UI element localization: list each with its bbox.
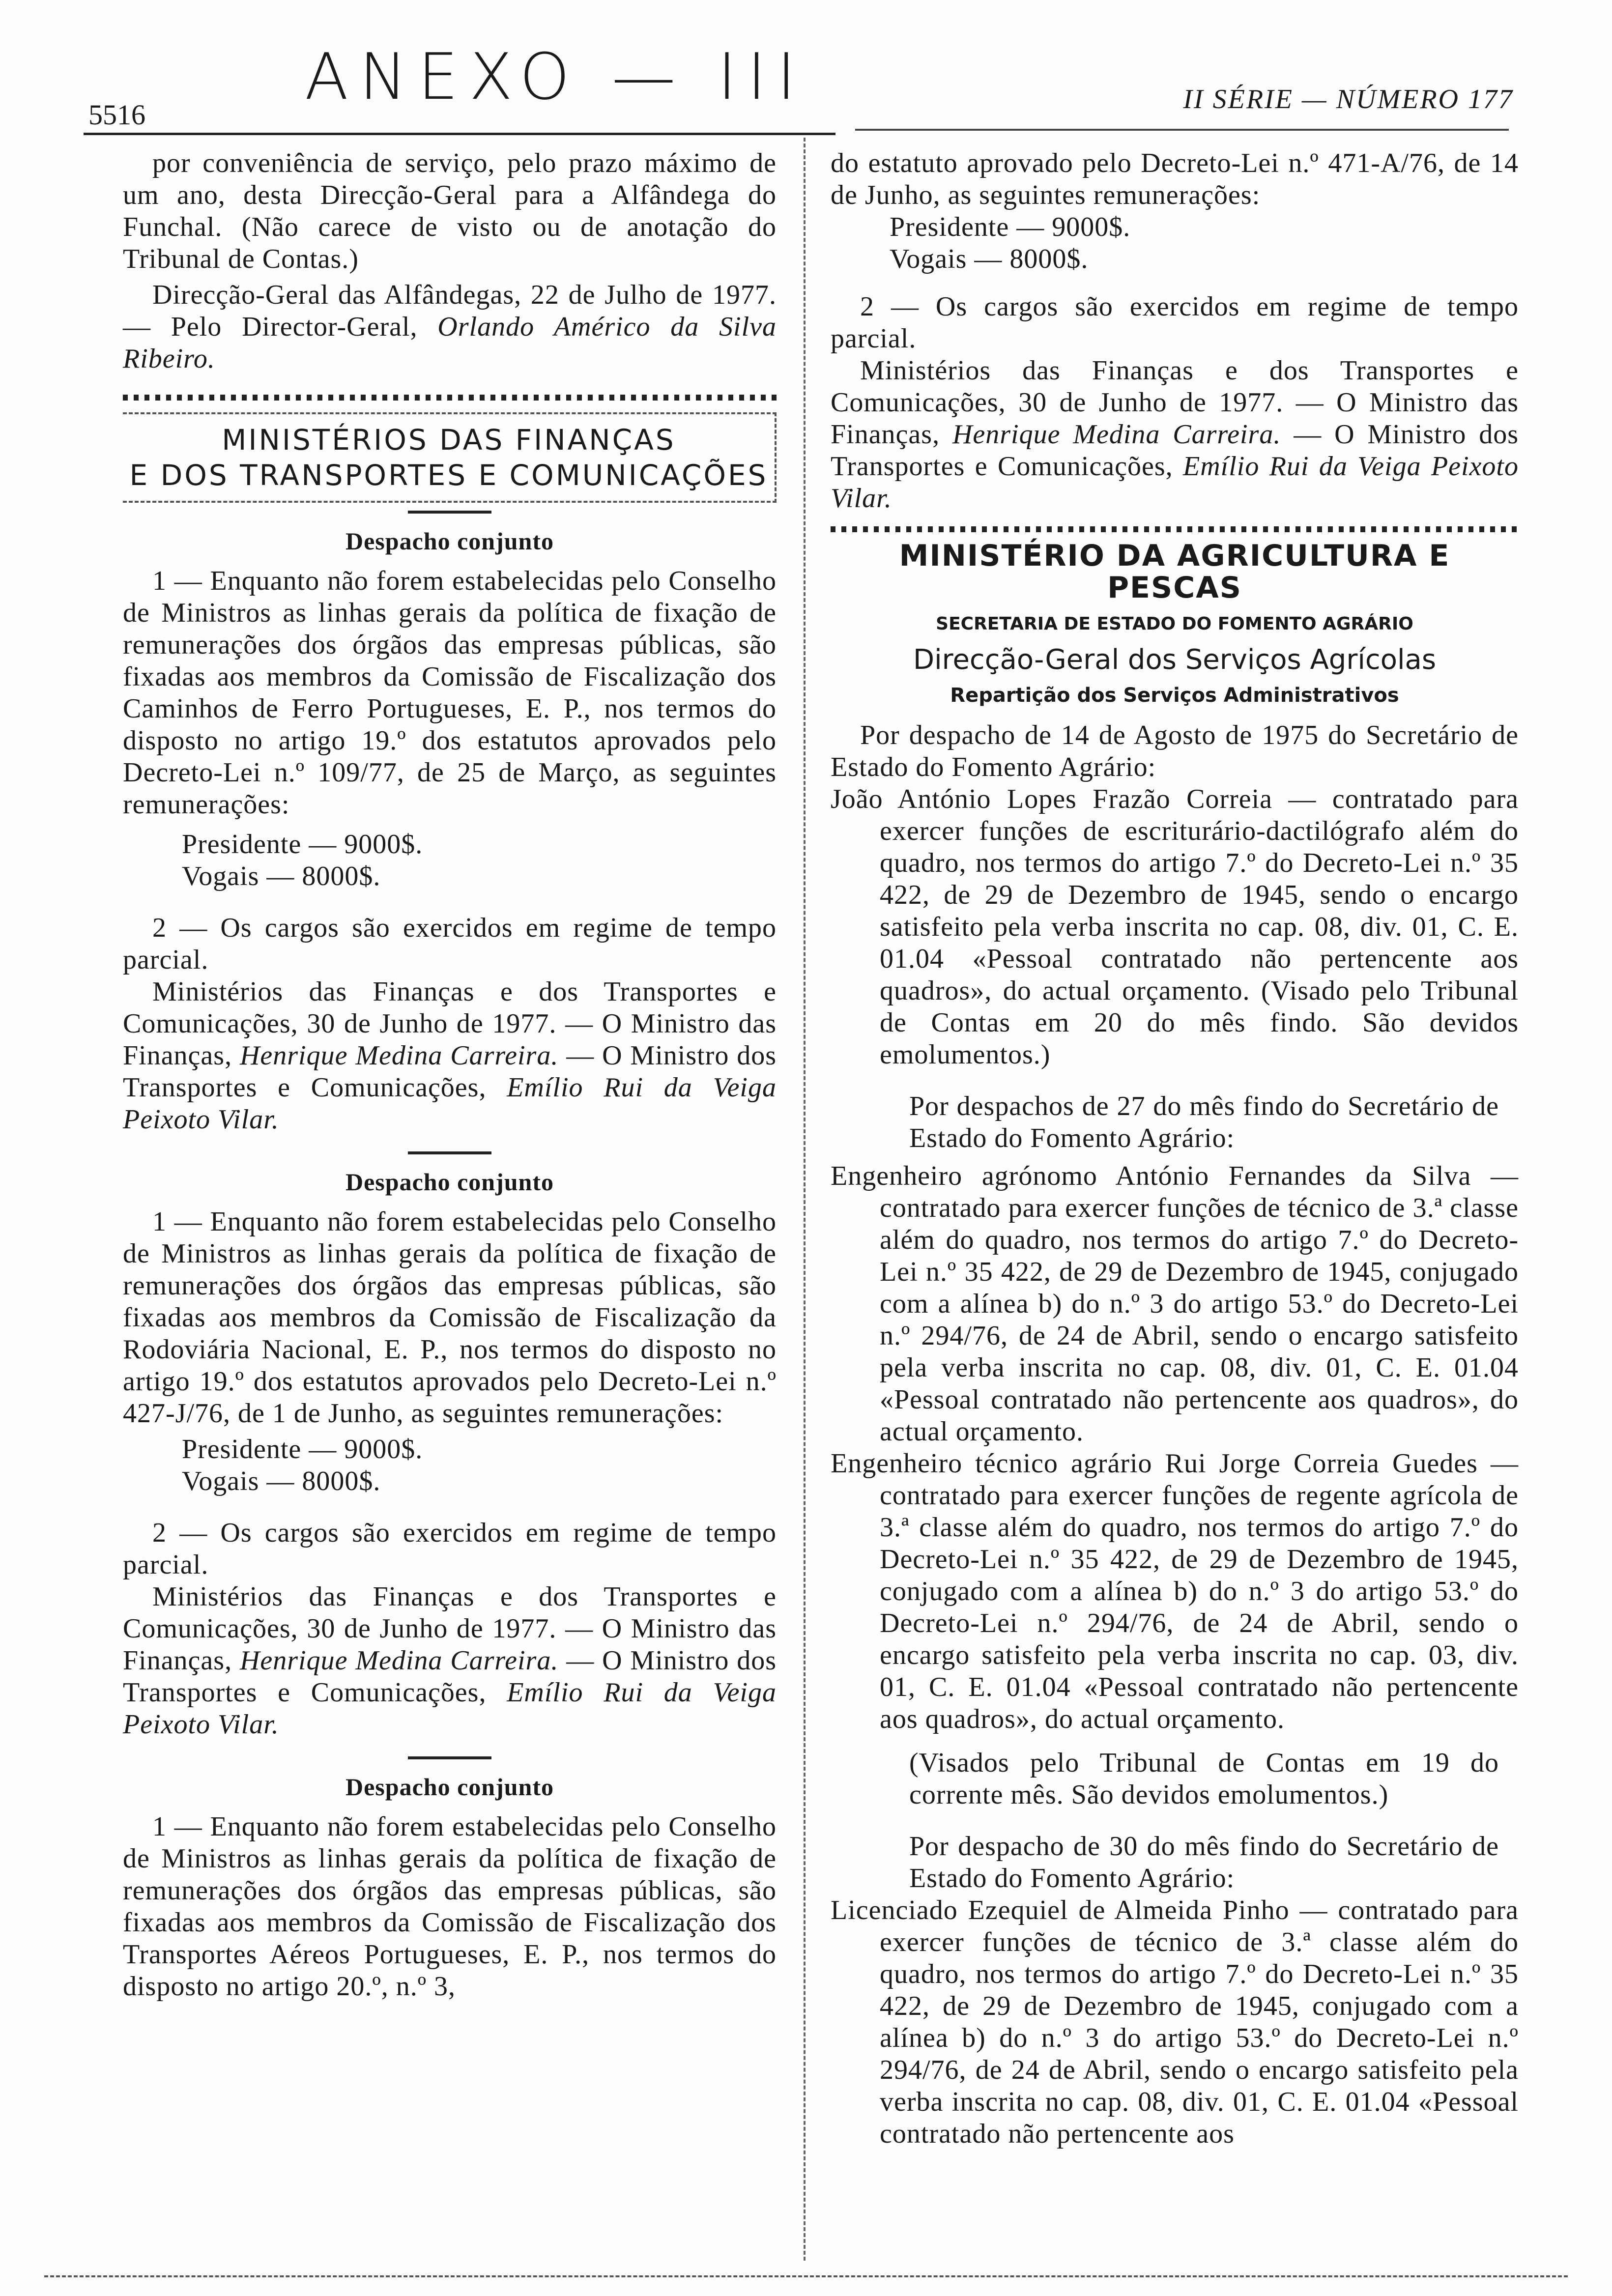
section-rule <box>408 1151 491 1154</box>
ministry-heading <box>123 412 777 503</box>
bottom-border <box>44 2275 1568 2277</box>
text: — O Ministro dos Transportes e Comunicações, <box>831 419 1519 482</box>
section-rule <box>408 1756 491 1759</box>
salary-vogais: Vogais — 8000$. <box>890 244 1089 274</box>
signature-paragraph <box>123 279 777 375</box>
paragraph: 1 — Enquanto não forem estabelecidas pelo Conselho de Ministros as linhas gerais da política de fixação de remunerações dos órgãos das empresas públicas, são fixadas aos membros da Comissão de Fiscalização dos Transportes Aéreos Portugueses, E. P., nos termos do disposto no artigo 20.º, n.º 3, <box>123 1811 777 2002</box>
despacho-1 <box>123 525 777 1136</box>
signature-paragraph <box>123 976 777 1136</box>
text: Direcção-Geral das Alfândegas, 22 de Julho de 1977. — Pelo Director-Geral, <box>123 280 777 342</box>
despacho-intro: Por despachos de 27 do mês findo do Secretário de Estado do Fomento Agrário: <box>909 1091 1499 1153</box>
signature-paragraph <box>831 355 1519 515</box>
despacho-2 <box>123 1166 777 1741</box>
signatory: Emílio Rui da Veiga Peixoto Vilar. <box>123 1072 777 1135</box>
header-rule-right <box>855 129 1509 131</box>
salary-vogais: Vogais — 8000$. <box>182 861 381 891</box>
paragraph: 1 — Enquanto não forem estabelecidas pelo Conselho de Ministros as linhas gerais da política de fixação de remunerações dos órgãos das empresas públicas, são fixadas aos membros da Comissão de Fiscalização dos Caminhos de Ferro Portugueses, E. P., nos termos do disposto no artigo 19.º dos estatutos aprovados pelo Decreto-Lei n.º 109/77, de 25 de Março, as seguintes remunerações: <box>123 566 777 820</box>
paragraph: 2 — Os cargos são exercidos em regime de tempo parcial. <box>123 1518 777 1580</box>
left-column <box>123 147 777 2003</box>
despacho-title: Despacho conjunto <box>345 1168 554 1196</box>
page-number: 5516 <box>88 99 145 131</box>
despacho-title: Despacho conjunto <box>345 527 554 555</box>
salary-presidente: Presidente — 9000$. <box>182 829 423 860</box>
despacho-title: Despacho conjunto <box>345 1773 554 1801</box>
despacho-intro: Por despacho de 14 de Agosto de 1975 do Secretário de Estado do Fomento Agrário: <box>831 720 1519 782</box>
right-column <box>831 147 1519 2150</box>
ministry-line-2: E DOS TRANSPORTES E COMUNICAÇÕES <box>129 459 768 492</box>
salary-vogais: Vogais — 8000$. <box>182 1466 381 1496</box>
appointment-item: Engenheiro técnico agrário Rui Jorge Correia Guedes — contratado para exercer funções de regente agrícola de 3.ª classe além do quadro, nos termos do artigo 7.º do Decreto-Lei n.º 35 422, de 29 de Dezembro de 1945, conjugado com a alínea b) do n.º 3 do artigo 53.º do Decreto-Lei n.º 294/76, de 24 de Abril, sendo o encargo satisfeito pela verba inscrita no cap. 03, div. 01, C. E. 01.04 «Pessoal contratado não pertencente aos quadros», do actual orçamento. <box>831 1448 1519 1734</box>
paragraph: 1 — Enquanto não forem estabelecidas pelo Conselho de Ministros as linhas gerais da política de fixação de remunerações dos órgãos das empresas públicas, são fixadas aos membros da Comissão de Fiscalização da Rodoviária Nacional, E. P., nos termos do disposto no artigo 19.º dos estatutos aprovados pelo Decreto-Lei n.º 427-J/76, de 1 de Junho, as seguintes remunerações: <box>123 1206 777 1429</box>
paragraph: 2 — Os cargos são exercidos em regime de tempo parcial. <box>831 291 1519 354</box>
reparticao-heading: Repartição dos Serviços Administrativos <box>950 684 1399 707</box>
handwritten-annotation: ANEXO — III <box>305 39 807 114</box>
salary-presidente: Presidente — 9000$. <box>182 1434 423 1464</box>
visa-note: (Visados pelo Tribunal de Contas em 19 do corrente mês. São devidos emolumentos.) <box>909 1748 1499 1810</box>
direccao-heading: Direcção-Geral dos Serviços Agrícolas <box>913 644 1436 676</box>
signature-paragraph <box>123 1581 777 1741</box>
signatory: Henrique Medina Carreira. <box>952 419 1281 450</box>
paragraph: por conveniência de serviço, pelo prazo máximo de um ano, desta Direcção-Geral para a Alfândega do Funchal. (Não carece de visto ou de anotação do Tribunal de Contas.) <box>123 148 777 274</box>
ministry-line-1: MINISTÉRIOS DAS FINANÇAS <box>222 423 676 457</box>
text: Ministérios das Finanças e dos Transportes e Comunicações, 30 de Junho de 1977. — O Ministro das Finanças, <box>831 355 1519 450</box>
signatory: Henrique Medina Carreira. <box>239 1040 559 1071</box>
signatory: Henrique Medina Carreira. <box>239 1645 559 1676</box>
appointment-item: João António Lopes Frazão Correia — contratado para exercer funções de escriturário-dactilógrafo além do quadro, nos termos do artigo 7.º do Decreto-Lei n.º 35 422, de 29 de Dezembro de 1945, sendo o encargo satisfeito pela verba inscrita no cap. 08, div. 01, C. E. 01.04 «Pessoal contratado não pertencente aos quadros», do actual orçamento. (Visado pelo Tribunal de Contas em 20 do mês findo. São devidos emolumentos.) <box>831 784 1519 1070</box>
signatory: Emílio Rui da Veiga Peixoto Vilar. <box>123 1677 777 1740</box>
text: Ministérios das Finanças e dos Transportes e Comunicações, 30 de Junho de 1977. — O Ministro das Finanças, <box>123 976 777 1071</box>
appointment-item: Licenciado Ezequiel de Almeida Pinho — contratado para exercer funções de técnico de 3.ª classe além do quadro, nos termos do artigo 7.º do Decreto-Lei n.º 35 422, de 29 de Dezembro de 1945, conjugado com a alínea b) do n.º 3 do artigo 53.º do Decreto-Lei n.º 294/76, de 24 de Abril, sendo o encargo satisfeito pela verba inscrita no cap. 08, div. 01, C. E. 01.04 «Pessoal contratado não pertencente aos <box>831 1895 1519 2149</box>
series-number: II SÉRIE — NÚMERO 177 <box>1183 84 1514 115</box>
signatory: Emílio Rui da Veiga Peixoto Vilar. <box>831 451 1519 514</box>
header-rule <box>84 133 835 135</box>
column-divider <box>804 138 806 2261</box>
despacho-intro: Por despacho de 30 do mês findo do Secretário de Estado do Fomento Agrário: <box>909 1831 1499 1894</box>
appointment-item: Engenheiro agrónomo António Fernandes da Silva — contratado para exercer funções de técnico de 3.ª classe além do quadro, nos termos do artigo 7.º do Decreto-Lei n.º 35 422, de 29 de Dezembro de 1945, conjugado com a alínea b) do n.º 3 do artigo 53.º do Decreto-Lei n.º 294/76, de 24 de Abril, sendo o encargo satisfeito pela verba inscrita no cap. 08, div. 01, C. E. 01.04 «Pessoal contratado não pertencente aos quadros», do actual orçamento. <box>831 1161 1519 1447</box>
text: Ministérios das Finanças e dos Transportes e Comunicações, 30 de Junho de 1977. — O Ministro das Finanças, <box>123 1581 777 1676</box>
paragraph: 2 — Os cargos são exercidos em regime de tempo parcial. <box>123 913 777 975</box>
salary-presidente: Presidente — 9000$. <box>890 212 1131 242</box>
text: — O Ministro dos Transportes e Comunicações, <box>123 1645 777 1708</box>
despacho-3 <box>123 1771 777 2003</box>
paragraph: do estatuto aprovado pelo Decreto-Lei n.º 471-A/76, de 14 de Junho, as seguintes remunerações: <box>831 148 1519 210</box>
text: — O Ministro dos Transportes e Comunicações, <box>123 1040 777 1103</box>
wavy-divider <box>123 395 777 401</box>
wavy-divider <box>831 526 1519 532</box>
ministry-heading: MINISTÉRIO DA AGRICULTURA E PESCAS <box>899 539 1450 605</box>
signatory: Orlando Américo da Silva Ribeiro. <box>123 312 777 374</box>
secretaria-heading: SECRETARIA DE ESTADO DO FOMENTO AGRÁRIO <box>936 614 1413 634</box>
section-rule <box>408 511 491 514</box>
